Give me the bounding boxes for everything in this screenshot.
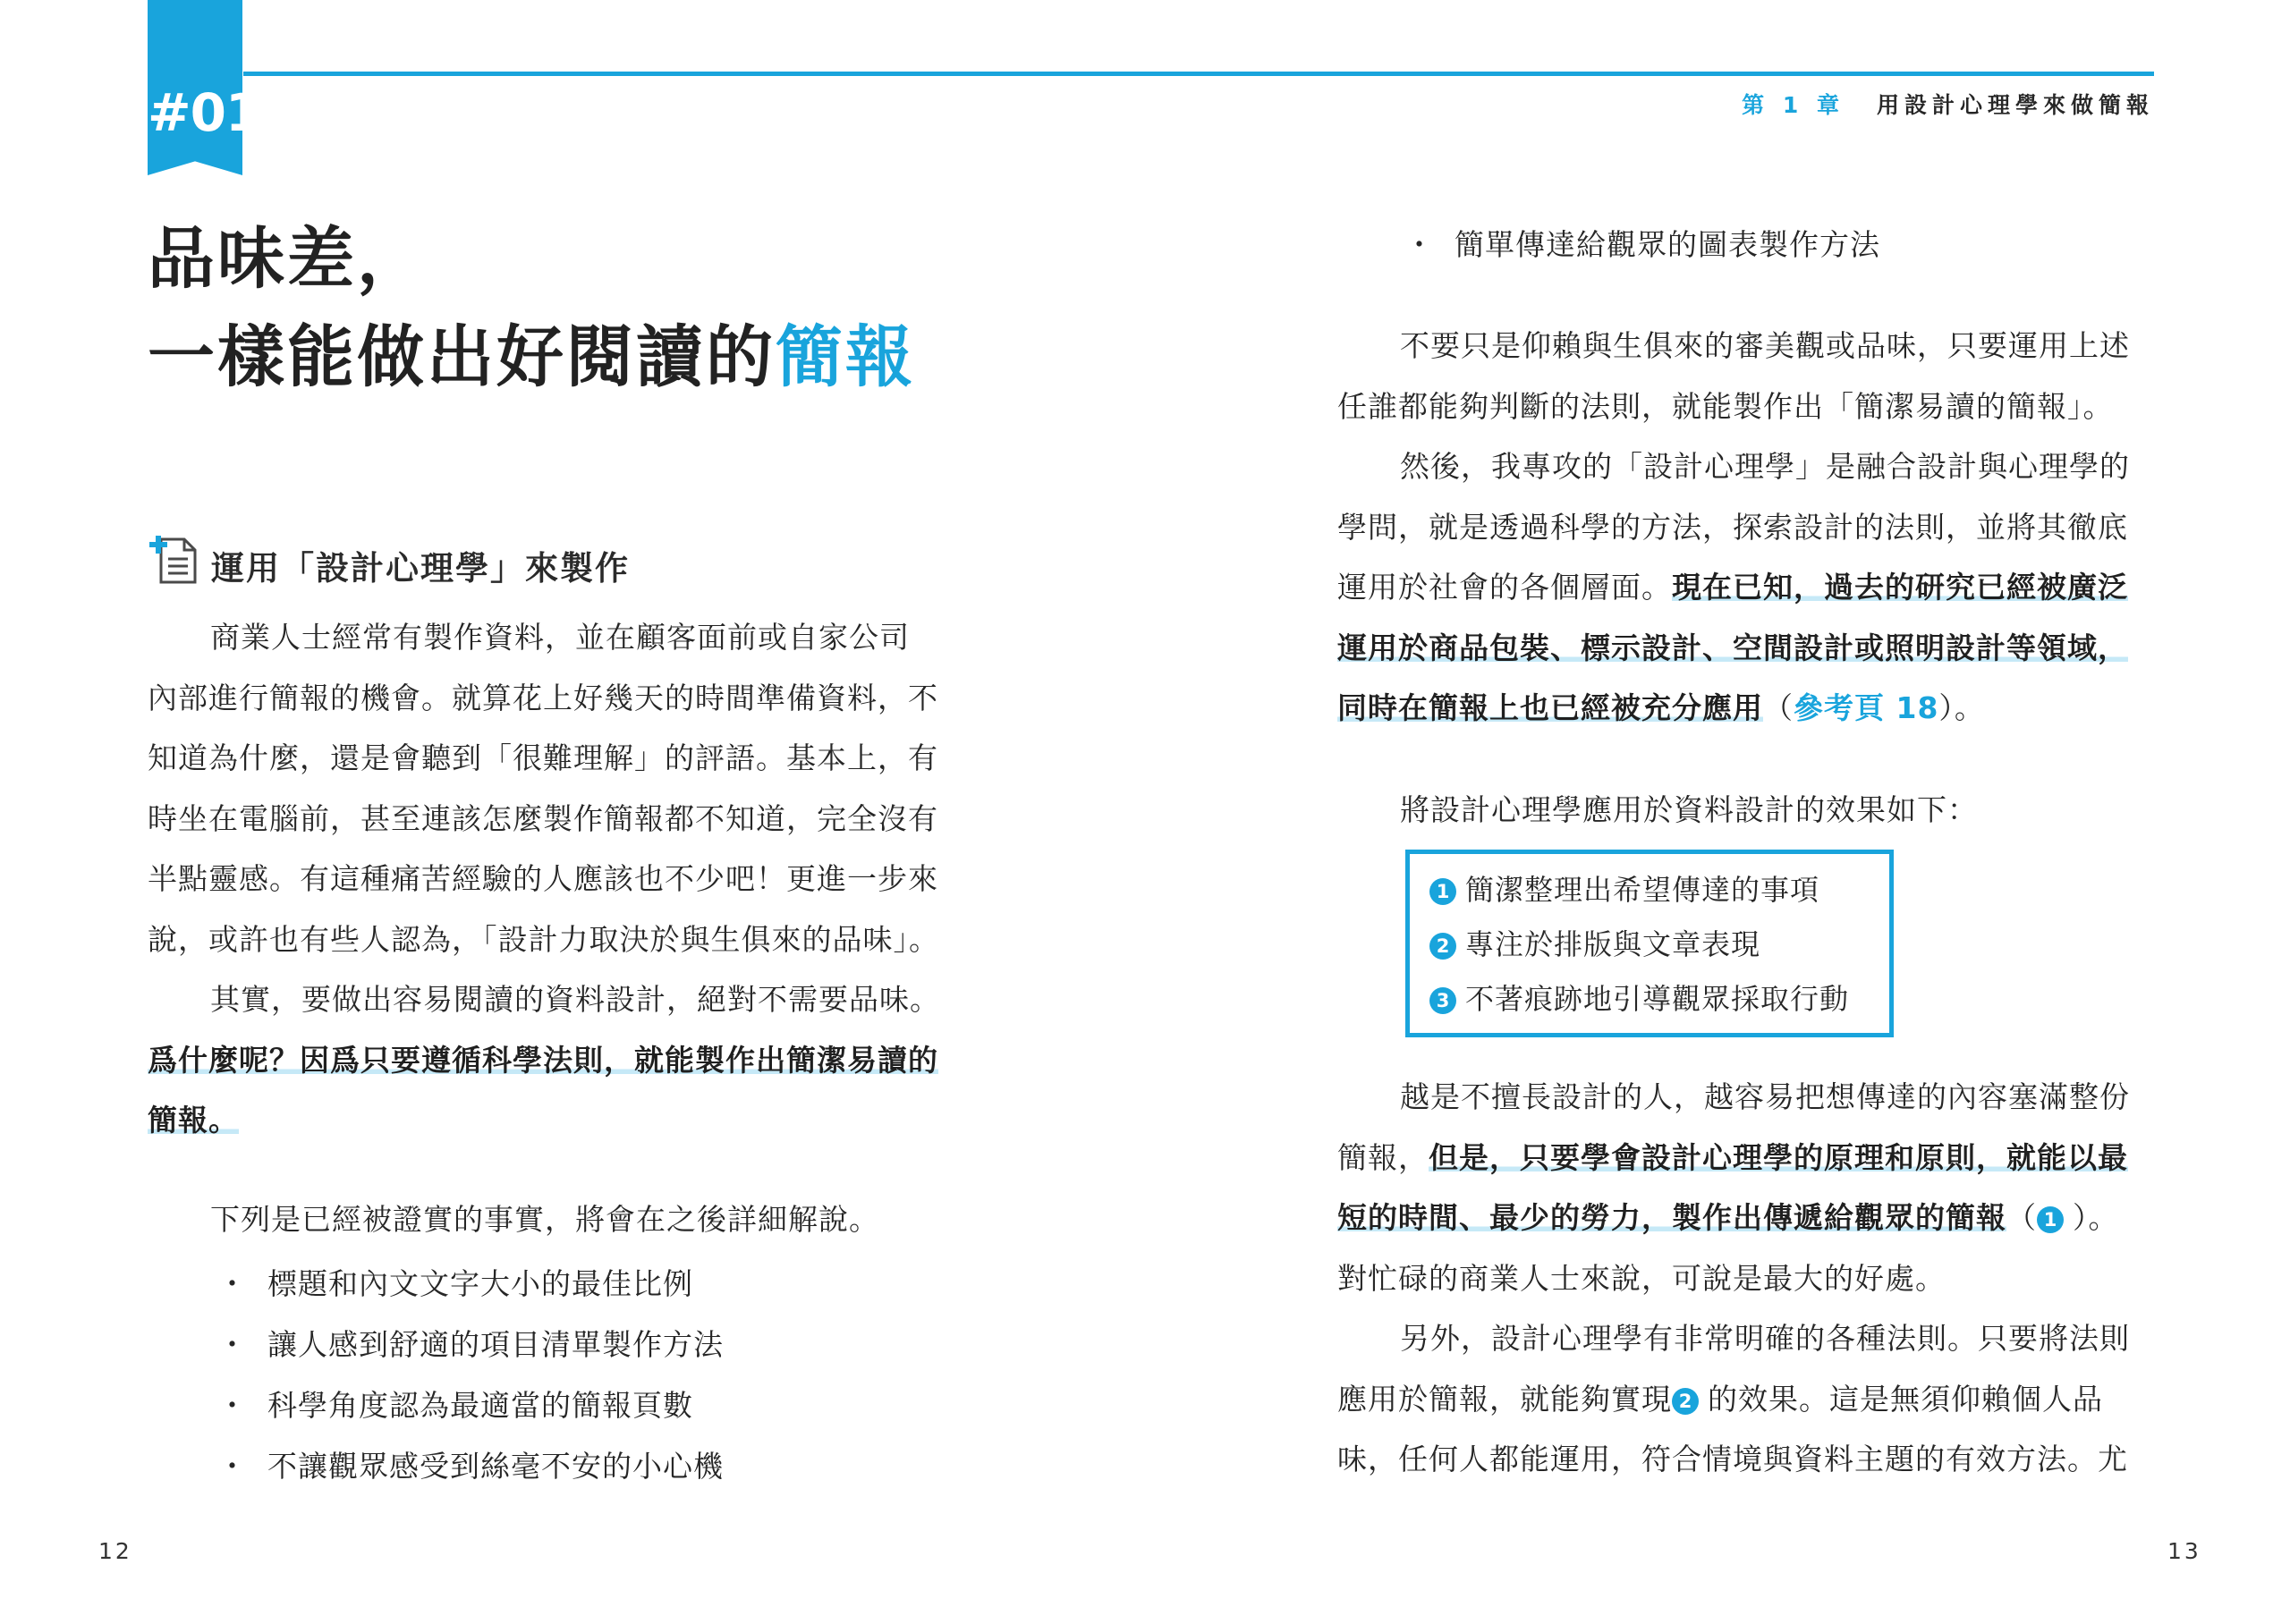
page-title-line2: 一樣能做出好閱讀的簡報 (148, 317, 916, 396)
effect-item: 3 不著痕跡地引導觀眾採取行動 (1429, 977, 1849, 1018)
highlight-text: 現在已知，過去的研究已經被廣泛 (1672, 570, 2128, 605)
document-icon (148, 534, 200, 589)
title-highlight: 簡報 (776, 317, 916, 396)
page-number-left: 12 (98, 1538, 132, 1564)
effect-item: 2 專注於排版與文章表現 (1429, 922, 1760, 963)
highlight-text: 運用於商品包裝、標示設計、空間設計或照明設計等領域， (1337, 630, 2128, 665)
page-title-line1: 品味差， (148, 219, 428, 298)
number-badge: 3 (1429, 987, 1456, 1014)
page-number-right: 13 (2167, 1538, 2201, 1564)
highlight-text: 但是，只要學會設計心理學的原理和原則，就能以最 (1429, 1139, 2128, 1175)
right-paragraph-4: 越是不擅長設計的人，越容易把想傳達的內容塞滿整份 簡報，但是，只要學會設計心理學的原理和原則，就能以最 短的時間、最少的勞力，製作出傳遞給觀眾的簡報（ 1 ）。 對忙碌的商業人士來說，可說是最大的好處。 另外，設計心理學有非常明確的各種法則。只要將法則 應用於簡報，就能夠實現 2 的效果。這是無須仰賴個人品 味，任何人都能運用，符合情境與資料主題的有效方法。尤 (1337, 1079, 2130, 1476)
list-item: ・ 不讓觀眾感受到絲毫不安的小心機 (217, 1449, 724, 1484)
highlight-text: 爲什麼呢？因爲只要遵循科學法則，就能製作出簡潔易讀的 (148, 1042, 938, 1078)
page-reference: 參考頁 18 (1794, 690, 1939, 725)
list-item: ・ 簡單傳達給觀眾的圖表製作方法 (1404, 227, 1880, 262)
right-paragraph-3: 將設計心理學應用於資料設計的效果如下： (1400, 792, 1978, 827)
tab-label: #01 (148, 82, 261, 143)
left-paragraph-3: 下列是已經被證實的事實，將會在之後詳細解說。 (210, 1202, 879, 1237)
list-item: ・ 科學角度認為最適當的簡報頁數 (217, 1388, 693, 1423)
list-item: ・ 讓人感到舒適的項目清單製作方法 (217, 1327, 724, 1362)
running-header (1742, 88, 2154, 120)
highlight-text: 簡報。 (148, 1103, 239, 1138)
section-heading: 運用「設計心理學」來製作 (211, 549, 630, 588)
number-badge: 2 (1429, 933, 1456, 960)
chapter-title: 用設計心理學來做簡報 (1876, 92, 2154, 118)
effect-item: 1 簡潔整理出希望傳達的事項 (1429, 867, 1819, 909)
highlight-text: 同時在簡報上也已經被充分應用 (1337, 690, 1763, 725)
right-paragraph-1: 不要只是仰賴與生俱來的審美觀或品味，只要運用上述 任誰都能夠判斷的法則，就能製作出「簡潔易讀的簡報」。 然後，我專攻的「設計心理學」是融合設計與心理學的 學問，就是透過科學的方法，探索設計的法則，並將其徹底 運用於社會的各個層面。現在已知，過去的研究已經被廣泛 運用於商品包裝、標示設計、空間設計或照明設計等領域， 同時在簡報上也已經被充分應用（參考頁 18）。 (1337, 328, 2130, 725)
highlight-text: 短的時間、最少的勞力，製作出傳遞給觀眾的簡報 (1337, 1200, 2006, 1235)
number-badge: 2 (1672, 1388, 1699, 1415)
list-item: ・ 標題和內文文字大小的最佳比例 (217, 1266, 693, 1301)
left-paragraph-1: 商業人士經常有製作資料，並在顧客面前或自家公司 內部進行簡報的機會。就算花上好幾天的時間準備資料，不 知道為什麼，還是會聽到「很難理解」的評語。基本上，有 時坐在電腦前，甚至連該怎麼製作簡報都不知道，完全沒有 半點靈感。有這種痛苦經驗的人應該也不少吧！更進一步來 說，或許也有些人認為，「設計力取決於與生俱來的品味」。 其實，要做出容易閱讀的資料設計，絕對不需要品味。 爲什麼呢？因爲只要遵循科學法則，就能製作出簡潔易讀的 簡報。 (148, 620, 940, 1138)
number-badge: 1 (2037, 1206, 2064, 1233)
header-rule (243, 72, 2154, 76)
number-badge: 1 (1429, 878, 1456, 905)
chapter-number: 第 1 章 (1742, 92, 1845, 118)
